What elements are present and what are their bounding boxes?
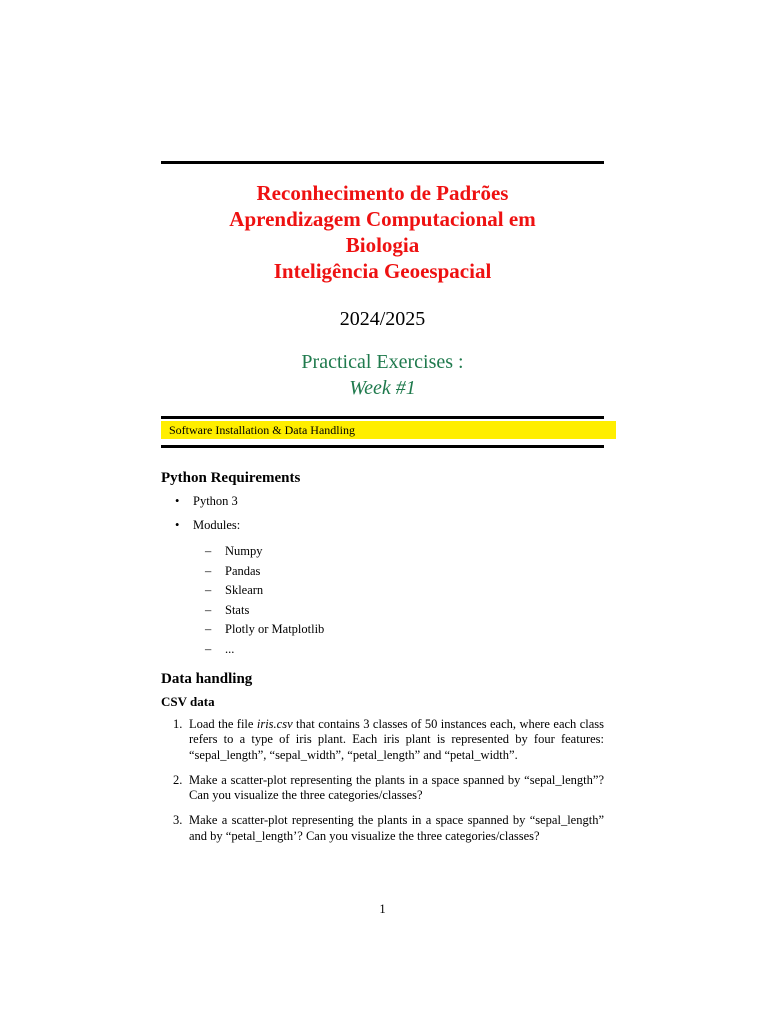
list-item [205, 601, 595, 621]
list-item [205, 620, 595, 640]
dash-icon: – [205, 563, 212, 578]
subsection-csv-data: CSV data [161, 694, 215, 709]
module-name: Pandas [225, 563, 261, 578]
list-item [175, 492, 595, 510]
modules-list [205, 542, 595, 660]
list-item [161, 773, 604, 804]
dash-icon: – [205, 583, 212, 598]
list-item [205, 542, 595, 562]
module-name: ... [225, 641, 235, 656]
academic-year: 2024/2025 [339, 308, 426, 330]
exercise-number: 2. [173, 772, 183, 787]
week-label: Week #1 [349, 377, 416, 399]
requirement-text: Python 3 [193, 494, 238, 508]
dash-icon: – [205, 544, 212, 558]
list-item [205, 640, 595, 660]
section-data-handling: Data handling [161, 671, 253, 687]
module-name: Stats [225, 602, 250, 617]
list-item [205, 581, 595, 601]
top-rule [161, 161, 604, 164]
bullet-icon: • [175, 518, 180, 532]
list-item [205, 562, 595, 582]
page-number: 1 [379, 902, 386, 916]
file-name: iris.csv [256, 717, 293, 731]
banner-bottom-rule [161, 445, 604, 448]
module-name: Plotly or Matplotlib [225, 622, 325, 637]
list-item [161, 717, 604, 763]
module-name: Sklearn [225, 583, 264, 598]
exercise-text: Make a scatter-plot representing the plants in a space spanned by “sepal_length”? Can you visualize the three categories/classes? [189, 772, 604, 803]
subtitle-text: Practical Exercises : [301, 351, 464, 373]
exercise-list [161, 717, 604, 844]
banner-top-rule [161, 416, 604, 419]
list-item [175, 516, 595, 660]
dash-icon: – [205, 602, 212, 617]
exercise-text-pre: Load the file [189, 717, 257, 731]
title-line-2: Aprendizagem Computacional em [229, 207, 536, 231]
dash-icon: – [205, 641, 212, 656]
course-title [161, 180, 604, 284]
exercise-number: 3. [173, 813, 183, 828]
title-line-1: Reconhecimento de Padrões [256, 181, 509, 205]
module-name: Numpy [225, 544, 263, 558]
practical-subtitle [161, 349, 604, 401]
bullet-icon: • [175, 494, 180, 508]
exercise-text: Make a scatter-plot representing the plants in a space spanned by “sepal_length” and by “petal_length’? Can you visualize the three categories/classes? [189, 813, 604, 843]
requirement-text: Modules: [193, 518, 241, 532]
exercise-text-post: that contains 3 classes of 50 instances each, where each class refers to a type of iris plant. Each iris plant is represented by four features: “sepal_length”, “sepal_width”, “petal_length” and “petal_width”. [189, 717, 604, 762]
title-line-3: Biologia [345, 233, 420, 257]
requirements-list [175, 492, 595, 660]
list-item [161, 813, 604, 844]
topic-banner: Software Installation & Data Handling [161, 421, 616, 439]
dash-icon: – [205, 622, 212, 637]
section-python-requirements: Python Requirements [161, 470, 301, 486]
title-line-4: Inteligência Geoespacial [273, 259, 492, 283]
exercise-number: 1. [173, 717, 183, 731]
